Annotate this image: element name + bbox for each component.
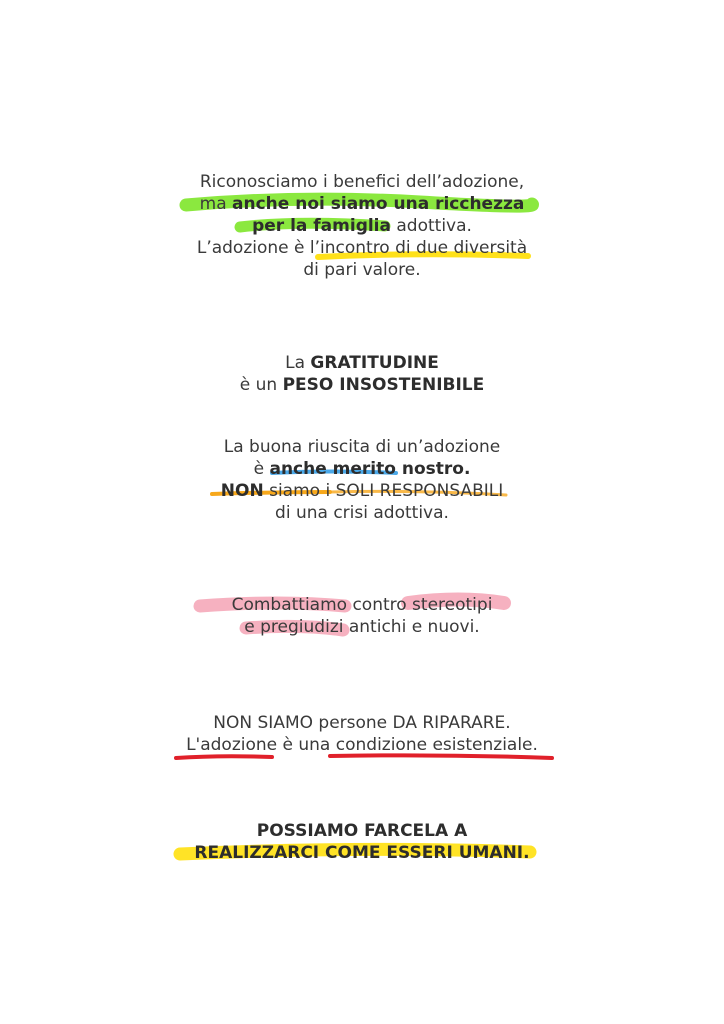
bold-text: per la famiglia: [252, 216, 391, 236]
line: REALIZZARCI COME ESSERI UMANI.: [194, 843, 530, 863]
text: è un: [239, 375, 283, 395]
line: [0, 480, 724, 502]
line: [0, 193, 724, 215]
line: [0, 352, 724, 374]
line: Riconosciamo i benefici dell’adozione,: [199, 172, 525, 192]
bold-text: NON: [220, 481, 264, 501]
line: di una crisi adottiva.: [275, 503, 449, 523]
block-possiamo: [0, 820, 724, 864]
text: ma: [199, 194, 233, 214]
line: Combattiamo contro stereotipi: [231, 595, 493, 615]
text: siamo i SOLI RESPONSABILI: [263, 481, 504, 501]
line: L'adozione è una condizione esistenziale.: [186, 735, 538, 755]
red-underline: [176, 756, 272, 758]
text: La: [285, 353, 311, 373]
line: di pari valore.: [303, 260, 421, 280]
text: è: [253, 459, 270, 479]
line: [0, 374, 724, 396]
bold-text: GRATITUDINE: [310, 353, 439, 373]
line: [0, 215, 724, 237]
line: [0, 458, 724, 480]
line: e pregiudizi antichi e nuovi.: [244, 617, 480, 637]
block-benefici: [0, 171, 724, 281]
text: adottiva.: [390, 216, 472, 236]
bold-text: anche noi siamo una ricchezza: [232, 194, 525, 214]
bold-text: PESO INSOSTENIBILE: [282, 375, 485, 395]
block-riparare: [0, 712, 724, 756]
line: L’adozione è l’incontro di due diversità: [196, 238, 528, 258]
bold-text: anche merito nostro.: [269, 459, 471, 479]
block-stereotipi: [0, 594, 724, 638]
line: La buona riuscita di un’adozione: [223, 437, 501, 457]
block-riuscita: [0, 436, 724, 524]
line: NON SIAMO persone DA RIPARARE.: [213, 713, 511, 733]
line: POSSIAMO FARCELA A: [256, 821, 468, 841]
block-gratitudine: [0, 352, 724, 396]
